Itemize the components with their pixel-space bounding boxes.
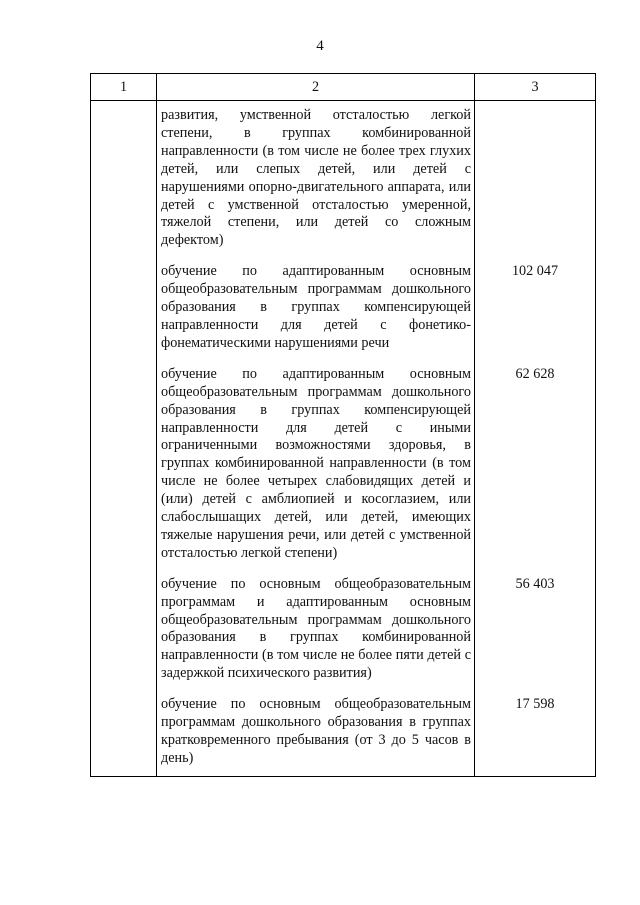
row-description: обучение по основным общеобразовательным программам дошкольного образования в группах кратковременного пребывания (от 3 до 5 часов в день)	[157, 691, 475, 776]
table-cell-empty	[91, 101, 157, 259]
page-number: 4	[316, 38, 324, 54]
row-value: 102 047	[475, 258, 596, 361]
table-row	[91, 361, 596, 571]
row-value: 56 403	[475, 571, 596, 691]
row-value	[475, 101, 596, 259]
column-header-2: 2	[157, 74, 475, 101]
table-cell-empty	[91, 691, 157, 776]
table-row	[91, 101, 596, 259]
column-header-1: 1	[91, 74, 157, 101]
tariff-table	[90, 73, 596, 777]
table-row	[91, 571, 596, 691]
table-row	[91, 258, 596, 361]
table-cell-empty	[91, 571, 157, 691]
row-value: 17 598	[475, 691, 596, 776]
table-cell-empty	[91, 258, 157, 361]
row-description: обучение по основным общеобразовательным программам и адаптированным основным общеобразовательным программам дошкольного образования в группах комбинированной направленности (в том числе не более пяти детей с задержкой психического развития)	[157, 571, 475, 691]
row-description: обучение по адаптированным основным общеобразовательным программам дошкольного образования в группах компенсирующей направленности для детей с фонетико-фонематическими нарушениями речи	[157, 258, 475, 361]
table-cell-empty	[91, 361, 157, 571]
row-value: 62 628	[475, 361, 596, 571]
row-description: обучение по адаптированным основным общеобразовательным программам дошкольного образования в группах компенсирующей направленности для детей с иными ограниченными возможностями здоровья, в группах комбинированной направленности (в том числе не более четырех слабовидящих детей и (или) детей с амблиопией и косоглазием, или слабослышащих детей, или детей, имеющих тяжелые нарушения речи, или детей с умственной отсталостью легкой степени)	[157, 361, 475, 571]
row-description: развития, умственной отсталостью легкой степени, в группах комбинированной направленности (в том числе не более трех глухих детей, или слепых детей, или детей с нарушениями опорно-двигательного аппарата, или детей с умственной отсталостью умеренной, тяжелой степени, или детей со сложным дефектом)	[157, 101, 475, 259]
table-row	[91, 691, 596, 776]
table-header-row	[91, 74, 596, 101]
column-header-3: 3	[475, 74, 596, 101]
